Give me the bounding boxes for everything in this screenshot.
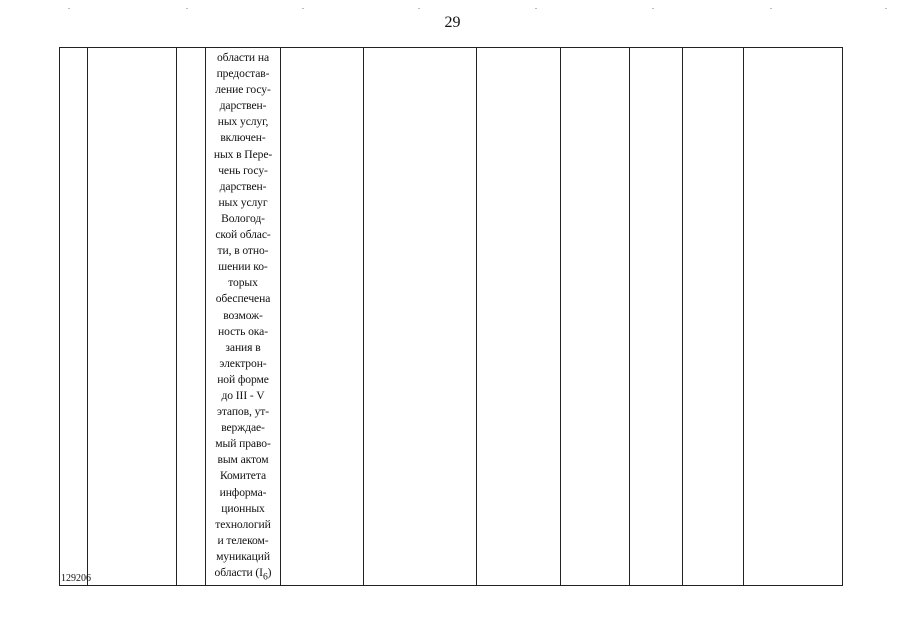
- document-code: 129206: [61, 573, 91, 584]
- indicator-description-text: области на предостав- ление госу- дарствен- ных услуг, включен- ных в Пере- чень госу- дарствен- ных услуг Вологод- ской облас- ти, в отно- шении ко- торых обеспечена возмож- ность ока- зания в электрон- ной форме до III - V этапов, ут- верждае- мый право- вым актом Комитета информа- ционных технологий и телеком- муникаций области $(I_6)$: [213, 51, 273, 583]
- scan-speck: [535, 8, 537, 9]
- scan-speck: [186, 8, 188, 9]
- table-cell: [364, 48, 477, 586]
- table-cell: [744, 48, 843, 586]
- table-cell-indicator-description: [206, 48, 281, 586]
- subscript: 6: [262, 571, 268, 583]
- table-cell: [477, 48, 561, 586]
- scan-speck: [770, 8, 772, 9]
- table-cell: [683, 48, 744, 586]
- scan-speck: [418, 8, 420, 9]
- table-cell: [630, 48, 683, 586]
- document-table: [59, 47, 843, 586]
- scan-speck: [68, 8, 70, 9]
- table-cell: [281, 48, 364, 586]
- page-number: 29: [444, 14, 461, 31]
- scan-speck: [885, 8, 887, 9]
- table-cell: [561, 48, 630, 586]
- scan-speck: [652, 8, 654, 9]
- table-cell: [88, 48, 177, 586]
- scan-speck: [302, 8, 304, 9]
- table-cell: [60, 48, 88, 586]
- table-cell: [177, 48, 206, 586]
- table-row: [60, 48, 843, 586]
